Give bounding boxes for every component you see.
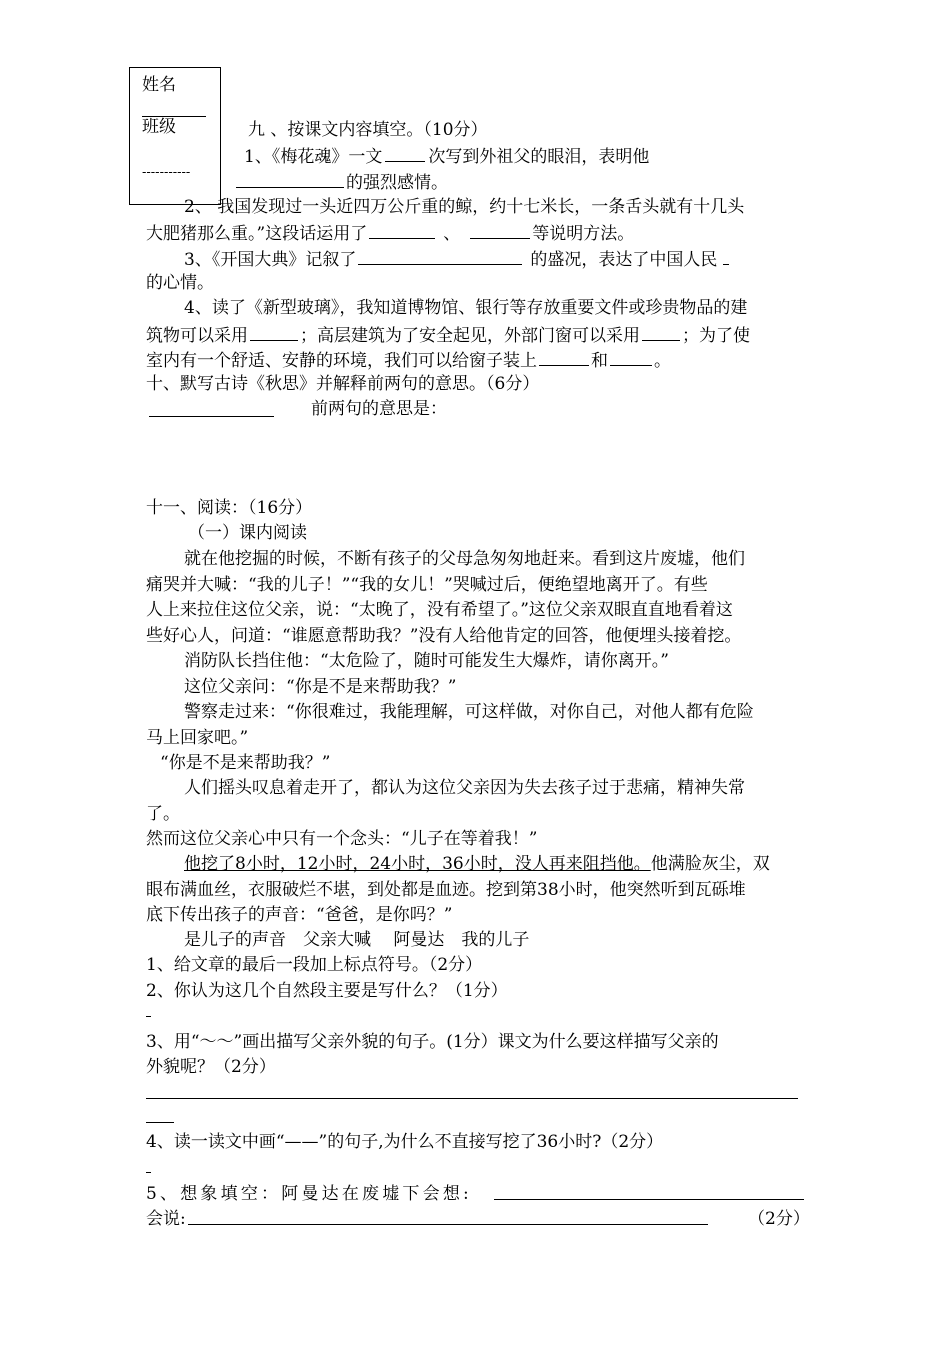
meaning-label: 前两句的意思是： xyxy=(311,399,447,419)
poem-blank[interactable] xyxy=(149,416,274,417)
s11-q1: 1、给文章的最后一段加上标点符号。（2分） xyxy=(146,955,483,975)
section11-heading: 十一、阅读：（16分） xyxy=(146,498,313,518)
s9-q1-line1 xyxy=(244,143,649,169)
s11-q5-say-blank[interactable] xyxy=(188,1224,708,1225)
s9-q3-blank-2[interactable] xyxy=(723,246,729,265)
passage-p8-l3: 底下传出孩子的声音：“爸爸，是你吗？” xyxy=(146,905,453,925)
s9-q4-blank-3[interactable] xyxy=(539,347,589,366)
s11-q4-answer-line[interactable] xyxy=(146,1172,151,1173)
s9-q4-line1: 4、读了《新型玻璃》，我知道博物馆、银行等存放重要文件或珍贵物品的建 xyxy=(184,298,748,318)
s11-q5-l1: 5、想象填空：阿曼达在废墟下会想: xyxy=(146,1184,472,1204)
passage-p1-l1: 就在他挖掘的时候，不断有孩子的父母急匆匆地赶来。看到这片废墟，他们 xyxy=(184,549,745,569)
s9-q2-text-c: 等说明方法。 xyxy=(532,224,635,244)
s11-q2-answer-line[interactable] xyxy=(146,1016,151,1017)
s9-q4-line3 xyxy=(146,347,671,373)
s9-q2-text-a: 大肥猪那么重。”这段话运用了 xyxy=(146,224,368,244)
passage-p7: 然而这位父亲心中只有一个念头：“儿子在等着我！” xyxy=(146,829,538,849)
passage-p6-l2: 了。 xyxy=(146,804,180,824)
passage-p8-l2: 眼布满血丝，衣服破烂不堪，到处都是血迹。挖到第38小时，他突然听到瓦砾堆 xyxy=(146,880,746,900)
s11-q3-l2: 外貌呢？（2分） xyxy=(146,1057,276,1077)
s9-q4-blank-2[interactable] xyxy=(642,322,680,341)
passage-p1-l2: 痛哭并大喊：“我的儿子！”“我的女儿！”哭喊过后，便绝望地离开了。有些 xyxy=(146,575,708,595)
section10-heading: 十、默写古诗《秋思》并解释前两句的意思。（6分） xyxy=(146,374,540,394)
s9-q3-text-a: 3、《开国大典》记叙了 xyxy=(184,250,357,270)
s9-q4-text-f: 。 xyxy=(654,351,671,371)
s11-q4: 4、读一读文中画“——”的句子,为什么不直接写挖了36小时?（2分） xyxy=(146,1132,664,1152)
s9-q1-blank-1[interactable] xyxy=(385,143,425,162)
s9-q1-text-c: 的强烈感情。 xyxy=(346,173,448,193)
s11-q5-score: （2分） xyxy=(748,1209,810,1229)
section11-subheading: （一）课内阅读 xyxy=(188,523,307,543)
s9-q1-blank-2[interactable] xyxy=(236,169,344,188)
s9-q4-blank-1[interactable] xyxy=(250,322,298,341)
s11-q5-think-blank[interactable] xyxy=(494,1199,804,1200)
s11-q3-l1: 3、用“～～”画出描写父亲外貌的句子。(1分）课文为什么要这样描写父亲的 xyxy=(146,1032,719,1052)
s9-q1-line2 xyxy=(236,169,448,195)
s9-q4-text-d: 室内有一个舒适、安静的环境，我们可以给窗子装上 xyxy=(146,351,537,371)
passage-p8-l1 xyxy=(184,852,770,876)
section9-heading: 九 、按课文内容填空。（10分） xyxy=(248,120,488,140)
s9-q1-text-b: 次写到外祖父的眼泪，表明他 xyxy=(428,147,650,167)
class-blank-dashes: ----------- xyxy=(142,165,191,180)
student-info-box xyxy=(129,67,221,205)
s11-q3-answer-line-2[interactable] xyxy=(146,1122,174,1123)
s9-q4-line2 xyxy=(146,322,750,348)
s9-q3-line2: 的心情。 xyxy=(146,273,214,293)
passage-p1-l3: 人上来拉住这位父亲，说：“太晚了，没有希望了。”这位父亲双眼直直地看着这 xyxy=(146,600,733,620)
s9-q1-text-a: 1、《梅花魂》一文 xyxy=(244,147,383,167)
s9-q4-text-e: 和 xyxy=(591,351,608,371)
s11-q2: 2、你认为这几个自然段主要是写什么？（1分） xyxy=(146,981,508,1001)
s11-q3-answer-line-1[interactable] xyxy=(146,1098,798,1099)
s9-q2-line2 xyxy=(146,220,634,246)
passage-p9: 是儿子的声音 父亲大喊 阿曼达 我的儿子 xyxy=(184,930,530,950)
passage-p8-rest: 他满脸灰尘，双 xyxy=(650,854,770,874)
s9-q3-text-b: 的盛况，表达了中国人民 xyxy=(530,250,718,270)
s9-q2-blank-1[interactable] xyxy=(369,220,435,239)
s9-q3-line1 xyxy=(184,246,729,272)
passage-p6-l1: 人们摇头叹息着走开了，都认为这位父亲因为失去孩子过于悲痛，精神失常 xyxy=(184,778,745,798)
s9-q4-text-a: 筑物可以采用 xyxy=(146,326,248,346)
passage-p4-l2: 马上回家吧。” xyxy=(146,728,249,748)
s9-q4-blank-4[interactable] xyxy=(610,347,652,366)
s11-q5-l2: 会说: xyxy=(146,1209,186,1229)
s9-q4-text-b: ；高层建筑为了安全起见，外部门窗可以采用 xyxy=(300,326,640,346)
passage-p2: 消防队长挡住他：“太危险了，随时可能发生大爆炸，请你离开。” xyxy=(184,651,669,671)
s9-q2-line1: 2、 我国发现过一头近四万公斤重的鲸，约十七米长，一条舌头就有十几头 xyxy=(184,197,745,217)
passage-p3: 这位父亲问：“你是不是来帮助我？” xyxy=(184,677,457,697)
name-label: 姓名 xyxy=(142,75,176,95)
s9-q3-blank-1[interactable] xyxy=(358,246,522,265)
s9-q4-text-c: ；为了使 xyxy=(682,326,750,346)
s9-q2-blank-2[interactable] xyxy=(470,220,530,239)
underlined-sentence: 他挖了8小时，12小时，24小时，36小时，没人再来阻挡他。 xyxy=(184,854,651,874)
s9-q2-text-b: 、 xyxy=(443,224,461,244)
class-label: 班级 xyxy=(142,117,176,137)
passage-p4-l1: 警察走过来：“你很难过，我能理解，可这样做，对你自己，对他人都有危险 xyxy=(184,702,754,722)
passage-p5: “你是不是来帮助我？” xyxy=(160,753,331,773)
passage-p1-l4: 些好心人，问道：“谁愿意帮助我？”没有人给他肯定的回答，他便埋头接着挖。 xyxy=(146,626,742,646)
